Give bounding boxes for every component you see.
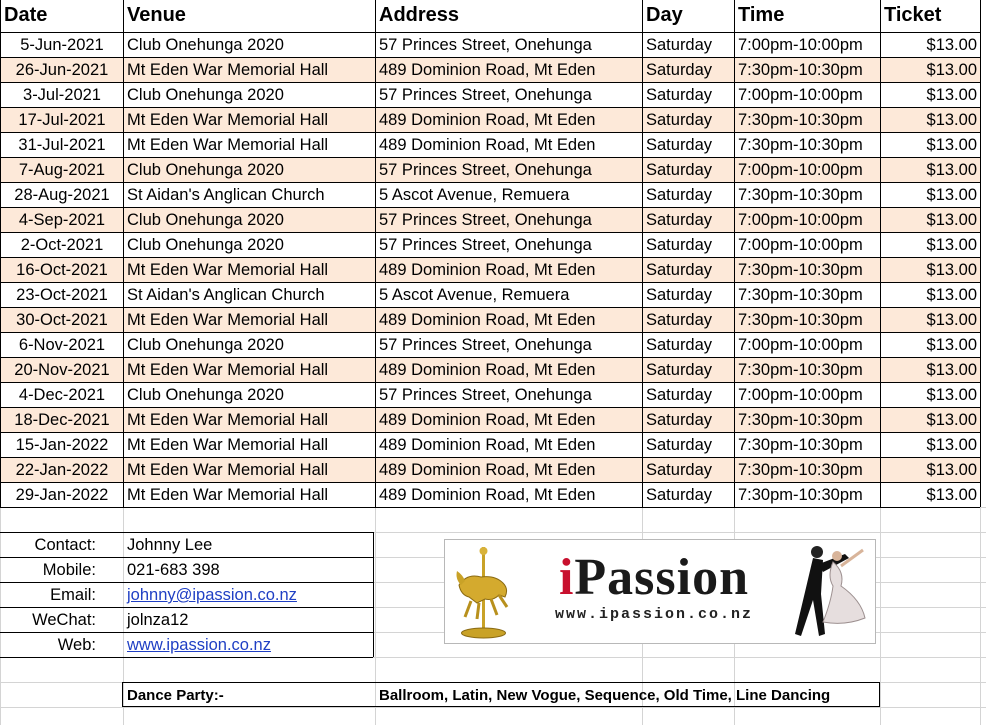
carousel-horse-icon [449, 545, 519, 640]
time-cell: 7:30pm-10:30pm [738, 136, 863, 154]
address-cell: 57 Princes Street, Onehunga [379, 386, 592, 404]
address-cell: 489 Dominion Road, Mt Eden [379, 411, 596, 429]
ticket-cell: $13.00 [926, 411, 977, 429]
contact-value: 021-683 398 [127, 561, 220, 579]
dance-party-label: Dance Party:- [127, 687, 224, 704]
time-cell: 7:00pm-10:00pm [738, 211, 863, 229]
brand-url: www.ipassion.co.nz [554, 606, 754, 623]
venue-cell: Mt Eden War Memorial Hall [127, 436, 329, 454]
ticket-cell: $13.00 [926, 186, 977, 204]
address-cell: 489 Dominion Road, Mt Eden [379, 436, 596, 454]
address-cell: 57 Princes Street, Onehunga [379, 161, 592, 179]
date-cell: 2-Oct-2021 [20, 236, 104, 254]
contact-value: Johnny Lee [127, 536, 213, 554]
date-cell: 15-Jan-2022 [15, 436, 109, 454]
venue-cell: Mt Eden War Memorial Hall [127, 486, 329, 504]
venue-cell: St Aidan's Anglican Church [127, 186, 325, 204]
venue-cell: Club Onehunga 2020 [127, 211, 284, 229]
date-cell: 26-Jun-2021 [15, 61, 109, 79]
day-cell: Saturday [646, 386, 713, 404]
day-cell: Saturday [646, 486, 713, 504]
ticket-cell: $13.00 [926, 486, 977, 504]
day-cell: Saturday [646, 286, 713, 304]
venue-cell: Club Onehunga 2020 [127, 86, 284, 104]
contact-label: Mobile: [42, 561, 96, 579]
ticket-cell: $13.00 [926, 36, 977, 54]
day-cell: Saturday [646, 86, 713, 104]
ticket-cell: $13.00 [926, 161, 977, 179]
venue-cell: Club Onehunga 2020 [127, 236, 284, 254]
column-header-time: Time [738, 4, 785, 26]
ticket-cell: $13.00 [926, 311, 977, 329]
address-cell: 489 Dominion Road, Mt Eden [379, 111, 596, 129]
contact-label: WeChat: [32, 611, 96, 629]
day-cell: Saturday [646, 236, 713, 254]
email-link[interactable]: johnny@ipassion.co.nz [127, 586, 297, 604]
day-cell: Saturday [646, 186, 713, 204]
date-cell: 6-Nov-2021 [18, 336, 106, 354]
column-header-ticket: Ticket [884, 4, 942, 26]
venue-cell: Mt Eden War Memorial Hall [127, 311, 329, 329]
venue-cell: Mt Eden War Memorial Hall [127, 111, 329, 129]
date-cell: 30-Oct-2021 [16, 311, 108, 329]
venue-cell: Mt Eden War Memorial Hall [127, 61, 329, 79]
time-cell: 7:00pm-10:00pm [738, 236, 863, 254]
ticket-cell: $13.00 [926, 236, 977, 254]
column-header-venue: Venue [127, 4, 186, 26]
day-cell: Saturday [646, 336, 713, 354]
dance-styles: Ballroom, Latin, New Vogue, Sequence, Old Time, Line Dancing [379, 687, 831, 704]
date-cell: 28-Aug-2021 [14, 186, 110, 204]
ticket-cell: $13.00 [926, 461, 977, 479]
venue-cell: St Aidan's Anglican Church [127, 286, 325, 304]
day-cell: Saturday [646, 411, 713, 429]
venue-cell: Mt Eden War Memorial Hall [127, 136, 329, 154]
column-header-day: Day [646, 4, 683, 26]
ticket-cell: $13.00 [926, 336, 977, 354]
address-cell: 57 Princes Street, Onehunga [379, 236, 592, 254]
ticket-cell: $13.00 [926, 261, 977, 279]
time-cell: 7:30pm-10:30pm [738, 436, 863, 454]
time-cell: 7:00pm-10:00pm [738, 86, 863, 104]
ticket-cell: $13.00 [926, 361, 977, 379]
date-cell: 29-Jan-2022 [15, 486, 109, 504]
address-cell: 57 Princes Street, Onehunga [379, 336, 592, 354]
venue-cell: Club Onehunga 2020 [127, 386, 284, 404]
venue-cell: Mt Eden War Memorial Hall [127, 261, 329, 279]
time-cell: 7:30pm-10:30pm [738, 286, 863, 304]
date-cell: 7-Aug-2021 [18, 161, 106, 179]
address-cell: 489 Dominion Road, Mt Eden [379, 61, 596, 79]
contact-value [124, 633, 372, 658]
address-cell: 57 Princes Street, Onehunga [379, 211, 592, 229]
date-cell: 5-Jun-2021 [20, 36, 104, 54]
venue-cell: Mt Eden War Memorial Hall [127, 361, 329, 379]
time-cell: 7:30pm-10:30pm [738, 261, 863, 279]
day-cell: Saturday [646, 136, 713, 154]
ticket-cell: $13.00 [926, 211, 977, 229]
day-cell: Saturday [646, 211, 713, 229]
date-cell: 23-Oct-2021 [16, 286, 108, 304]
day-cell: Saturday [646, 111, 713, 129]
column-header-date: Date [4, 4, 48, 26]
address-cell: 489 Dominion Road, Mt Eden [379, 361, 596, 379]
website-link[interactable]: www.ipassion.co.nz [127, 636, 271, 654]
contact-value: jolnza12 [127, 611, 189, 629]
time-cell: 7:30pm-10:30pm [738, 461, 863, 479]
column-header-address: Address [379, 4, 460, 26]
date-cell: 17-Jul-2021 [18, 111, 106, 129]
time-cell: 7:00pm-10:00pm [738, 336, 863, 354]
venue-cell: Mt Eden War Memorial Hall [127, 461, 329, 479]
venue-cell: Club Onehunga 2020 [127, 336, 284, 354]
address-cell: 57 Princes Street, Onehunga [379, 36, 592, 54]
day-cell: Saturday [646, 161, 713, 179]
address-cell: 5 Ascot Avenue, Remuera [379, 286, 570, 304]
ticket-cell: $13.00 [926, 86, 977, 104]
day-cell: Saturday [646, 461, 713, 479]
address-cell: 489 Dominion Road, Mt Eden [379, 311, 596, 329]
time-cell: 7:30pm-10:30pm [738, 486, 863, 504]
day-cell: Saturday [646, 61, 713, 79]
ticket-cell: $13.00 [926, 136, 977, 154]
venue-cell: Club Onehunga 2020 [127, 161, 284, 179]
time-cell: 7:30pm-10:30pm [738, 361, 863, 379]
ticket-cell: $13.00 [926, 436, 977, 454]
date-cell: 4-Sep-2021 [18, 211, 106, 229]
ticket-cell: $13.00 [926, 61, 977, 79]
address-cell: 5 Ascot Avenue, Remuera [379, 186, 570, 204]
day-cell: Saturday [646, 436, 713, 454]
day-cell: Saturday [646, 261, 713, 279]
date-cell: 16-Oct-2021 [16, 261, 108, 279]
time-cell: 7:30pm-10:30pm [738, 311, 863, 329]
ticket-cell: $13.00 [926, 286, 977, 304]
time-cell: 7:00pm-10:00pm [738, 161, 863, 179]
date-cell: 22-Jan-2022 [15, 461, 109, 479]
contact-label: Contact: [34, 536, 96, 554]
time-cell: 7:30pm-10:30pm [738, 111, 863, 129]
time-cell: 7:30pm-10:30pm [738, 61, 863, 79]
address-cell: 489 Dominion Road, Mt Eden [379, 461, 596, 479]
date-cell: 3-Jul-2021 [23, 86, 101, 104]
date-cell: 18-Dec-2021 [14, 411, 110, 429]
contact-label: Email: [50, 586, 96, 604]
time-cell: 7:00pm-10:00pm [738, 36, 863, 54]
address-cell: 489 Dominion Road, Mt Eden [379, 486, 596, 504]
day-cell: Saturday [646, 361, 713, 379]
dancing-couple-icon [775, 542, 870, 642]
address-cell: 57 Princes Street, Onehunga [379, 86, 592, 104]
time-cell: 7:30pm-10:30pm [738, 186, 863, 204]
day-cell: Saturday [646, 311, 713, 329]
ticket-cell: $13.00 [926, 386, 977, 404]
time-cell: 7:30pm-10:30pm [738, 411, 863, 429]
contact-label: Web: [57, 636, 96, 654]
day-cell: Saturday [646, 36, 713, 54]
contact-value [124, 583, 372, 608]
address-cell: 489 Dominion Road, Mt Eden [379, 261, 596, 279]
venue-cell: Club Onehunga 2020 [127, 36, 284, 54]
address-cell: 489 Dominion Road, Mt Eden [379, 136, 596, 154]
venue-cell: Mt Eden War Memorial Hall [127, 411, 329, 429]
date-cell: 20-Nov-2021 [14, 361, 110, 379]
time-cell: 7:00pm-10:00pm [738, 386, 863, 404]
date-cell: 4-Dec-2021 [18, 386, 106, 404]
date-cell: 31-Jul-2021 [18, 136, 106, 154]
ticket-cell: $13.00 [926, 111, 977, 129]
ipassion-logo [444, 539, 876, 644]
brand-name: iPassion [558, 549, 750, 606]
